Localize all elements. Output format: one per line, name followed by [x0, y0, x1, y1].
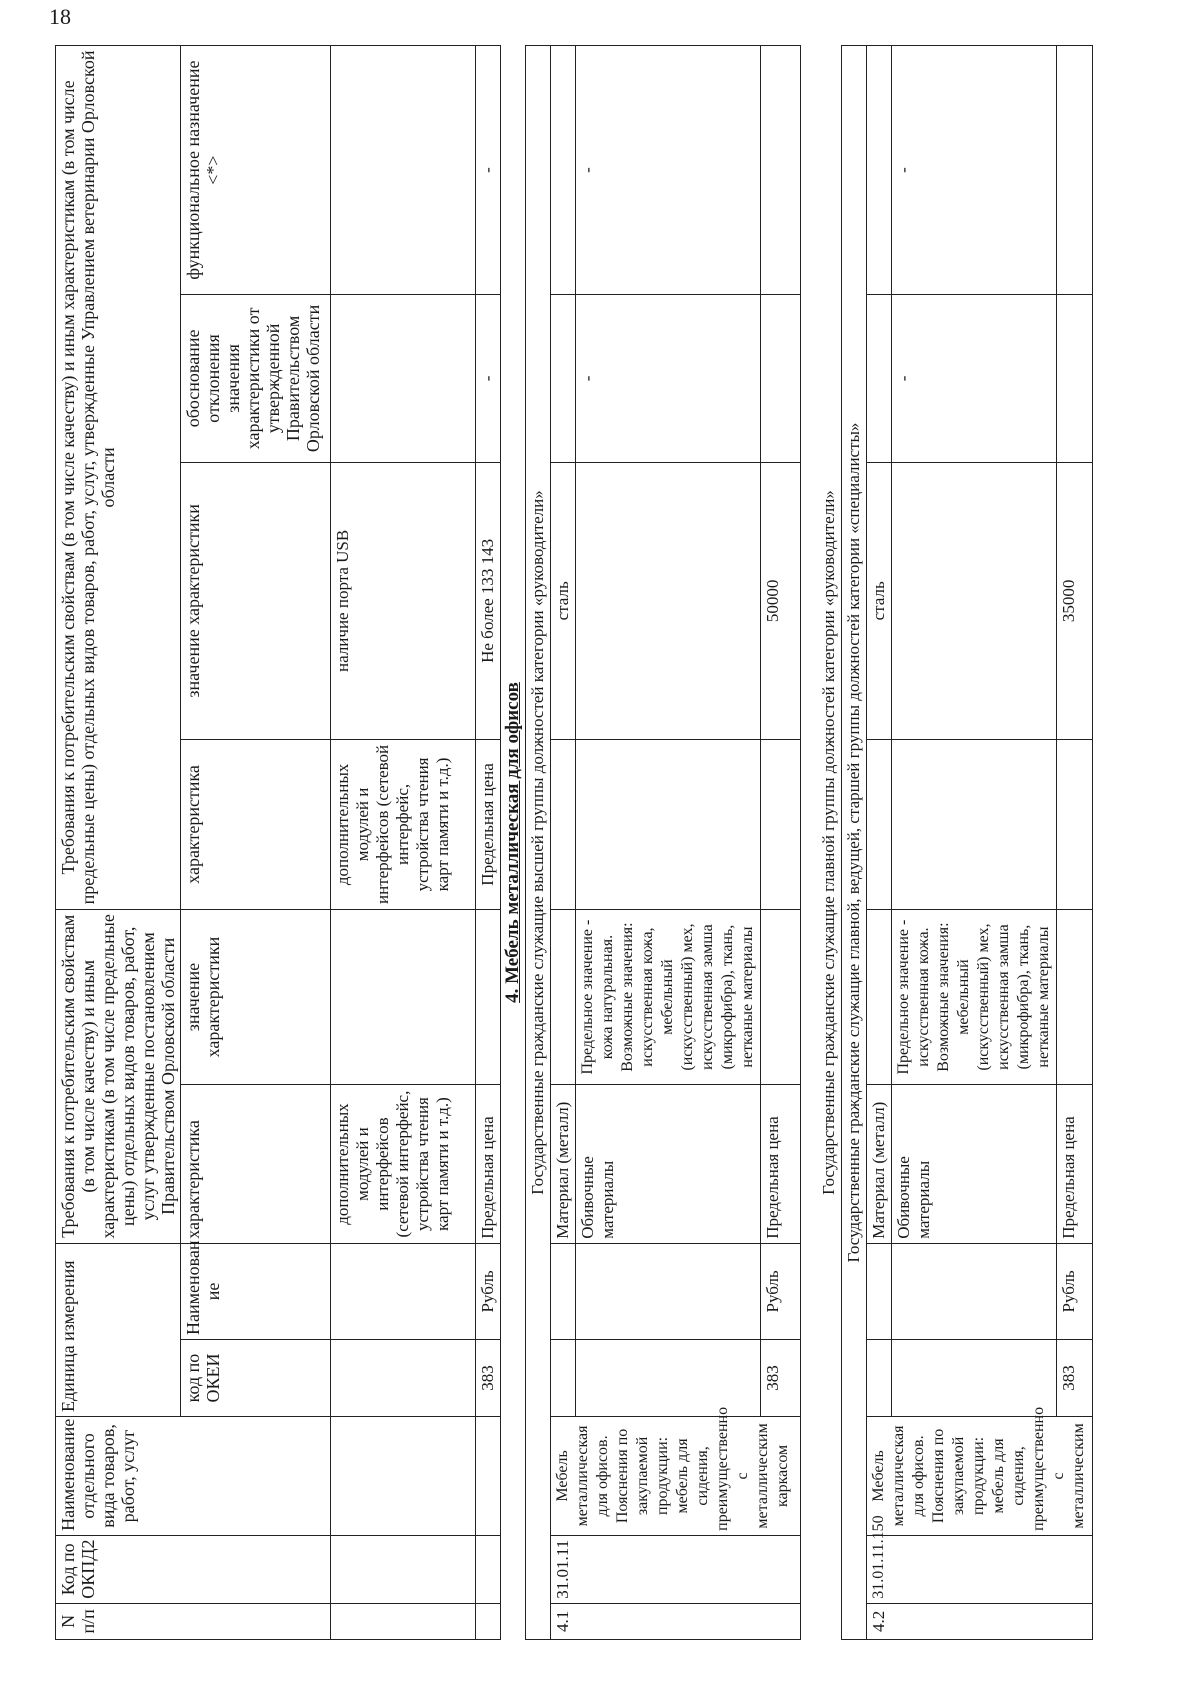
row-4-1-n: 4.1 — [551, 1603, 801, 1639]
col-unit-name: Наименован ие — [181, 1243, 331, 1339]
col-dept-val: значение характеристики — [181, 462, 331, 739]
col-unit-code: код по ОКЕИ — [181, 1340, 331, 1417]
row-4-1-material — [551, 46, 576, 1640]
row-4-2-price-code: 383 — [1057, 1340, 1093, 1417]
price-dept-char: Предельная цена — [476, 740, 501, 910]
group-2a-row — [801, 46, 842, 1640]
row-4-2-material-dept: сталь — [867, 462, 892, 739]
row-4-1-price — [761, 46, 801, 1640]
col-gov-req: Требования к потребительским свойствам (в том числе качеству) и иным характеристикам (в том числе предельные цены) отдельных видов товаров, работ, услуг утвержденные постановлением Правительством Орловской области — [56, 909, 181, 1243]
header-row-2 — [181, 46, 331, 1640]
section-4-title-row — [501, 46, 526, 1640]
group-1-row — [526, 46, 551, 1640]
group-2b-row — [842, 46, 867, 1640]
col-gov-val: значение характеристики — [181, 909, 331, 1084]
price-gov-char: Предельная цена — [476, 1085, 501, 1243]
modules-row — [331, 46, 476, 1640]
row-4-1-upholstery-gov: Обивочные материалы — [576, 1085, 761, 1243]
row-4-1-okpd: 31.01.11 — [551, 1535, 801, 1603]
row-4-1-upholstery — [576, 46, 761, 1640]
row-4-2-upholstery-val: Предельное значение - искусственная кожа. Возможные значения: мебельный (искусственный) мех, искусственная замша (микрофибра), ткань, нетканые материалы — [892, 909, 1057, 1084]
col-dept-func: функциональное назначение <*> — [181, 46, 331, 295]
price-dash-1: - — [476, 295, 501, 463]
price-unit: Рубль — [476, 1243, 501, 1339]
row-4-2-material-gov: Материал (металл) — [867, 1085, 892, 1243]
col-dept-just: обоснование отклонения значения характеристики от утвержденной Правительством Орловской области — [181, 295, 331, 463]
row-4-1-dash-b: - — [576, 46, 761, 295]
row-4-2-dash-a: - — [892, 295, 1057, 463]
row-4-2-upholstery-gov: Обивочные материалы — [892, 1085, 1057, 1243]
rotated-page — [49, 4, 1155, 1640]
row-4-1-price-unit: Рубль — [761, 1243, 801, 1339]
dept-char-cell: дополнительных модулей и интерфейсов (сетевой интерфейс, устройства чтения карт памяти и т.д.) — [331, 740, 476, 910]
row-4-2-price-gov: Предельная цена — [1057, 1085, 1093, 1243]
row-4-1-name: Мебель металлическая для офисов. Пояснения по закупаемой продукции: мебель для сидения, преимущественно с металлическим каркасом — [551, 1417, 801, 1536]
header-row-1 — [56, 46, 181, 1640]
row-4-1-material-dept: сталь — [551, 462, 576, 739]
group-2b-label: Государственные гражданские служащие главной, ведущей, старшей группы должностей категории «специалисты» — [842, 46, 867, 1640]
col-okpd: Код по ОКПД2 — [56, 1535, 331, 1603]
row-4-1-price-val: 50000 — [761, 462, 801, 739]
requirements-table — [55, 45, 1093, 1640]
price-row — [476, 46, 501, 1640]
dept-val-cell: наличие порта USB — [331, 462, 476, 739]
price-dash-2: - — [476, 46, 501, 295]
group-2a-label: Государственные гражданские служащие главной группы должностей категории «руководители» — [819, 490, 838, 1195]
row-4-2-n: 4.2 — [867, 1603, 1093, 1639]
col-dept-req: Требования к потребительским свойствам (в том числе качеству) и иным характеристикам (в том числе предельные цены) отдельных видов товаров, работ, услуг, утвержденные Управлением ветеринарии Орловской области — [56, 46, 181, 910]
row-4-1-dash-a: - — [576, 295, 761, 463]
col-unit: Единица измерения — [56, 1243, 181, 1416]
col-n: N п/п — [56, 1603, 331, 1639]
row-4-2-okpd: 31.01.11.150 — [867, 1535, 1093, 1603]
row-4-2-name: Мебель металлическая для офисов. Пояснения по закупаемой продукции: мебель для сидения, преимущественно с металлическим — [867, 1417, 1093, 1536]
col-name: Наименование отдельного вида товаров, работ, услуг — [56, 1417, 331, 1536]
row-4-2-upholstery — [892, 46, 1057, 1640]
row-4-2-material — [867, 46, 892, 1640]
page-number: 18 — [49, 4, 71, 29]
price-code: 383 — [476, 1340, 501, 1417]
gov-char-cell: дополнительных модулей и интерфейсов (сетевой интерфейс, устройства чтения карт памяти и т.д.) — [331, 1085, 476, 1243]
row-4-1-upholstery-val: Предельное значение - кожа натуральная. Возможные значения: искусственная кожа, мебельный (искусственный) мех, искусственная замша (микрофибра), ткань, нетканые материалы — [576, 909, 761, 1084]
col-dept-char: характеристика — [181, 740, 331, 910]
section-4-title: 4. Мебель металлическая для офисов — [501, 46, 526, 1640]
row-4-1-price-code: 383 — [761, 1340, 801, 1417]
row-4-1-material-gov: Материал (металл) — [551, 1085, 576, 1243]
row-4-2-price-unit: Рубль — [1057, 1243, 1093, 1339]
row-4-2-price — [1057, 46, 1093, 1640]
price-dept-val: Не более 133 143 — [476, 462, 501, 739]
col-gov-char: характеристика — [181, 1085, 331, 1243]
row-4-2-dash-b: - — [892, 46, 1057, 295]
row-4-2-price-val: 35000 — [1057, 462, 1093, 739]
row-4-1-price-gov: Предельная цена — [761, 1085, 801, 1243]
group-1-label: Государственные гражданские служащие высшей группы должностей категории «руководители» — [526, 46, 551, 1640]
